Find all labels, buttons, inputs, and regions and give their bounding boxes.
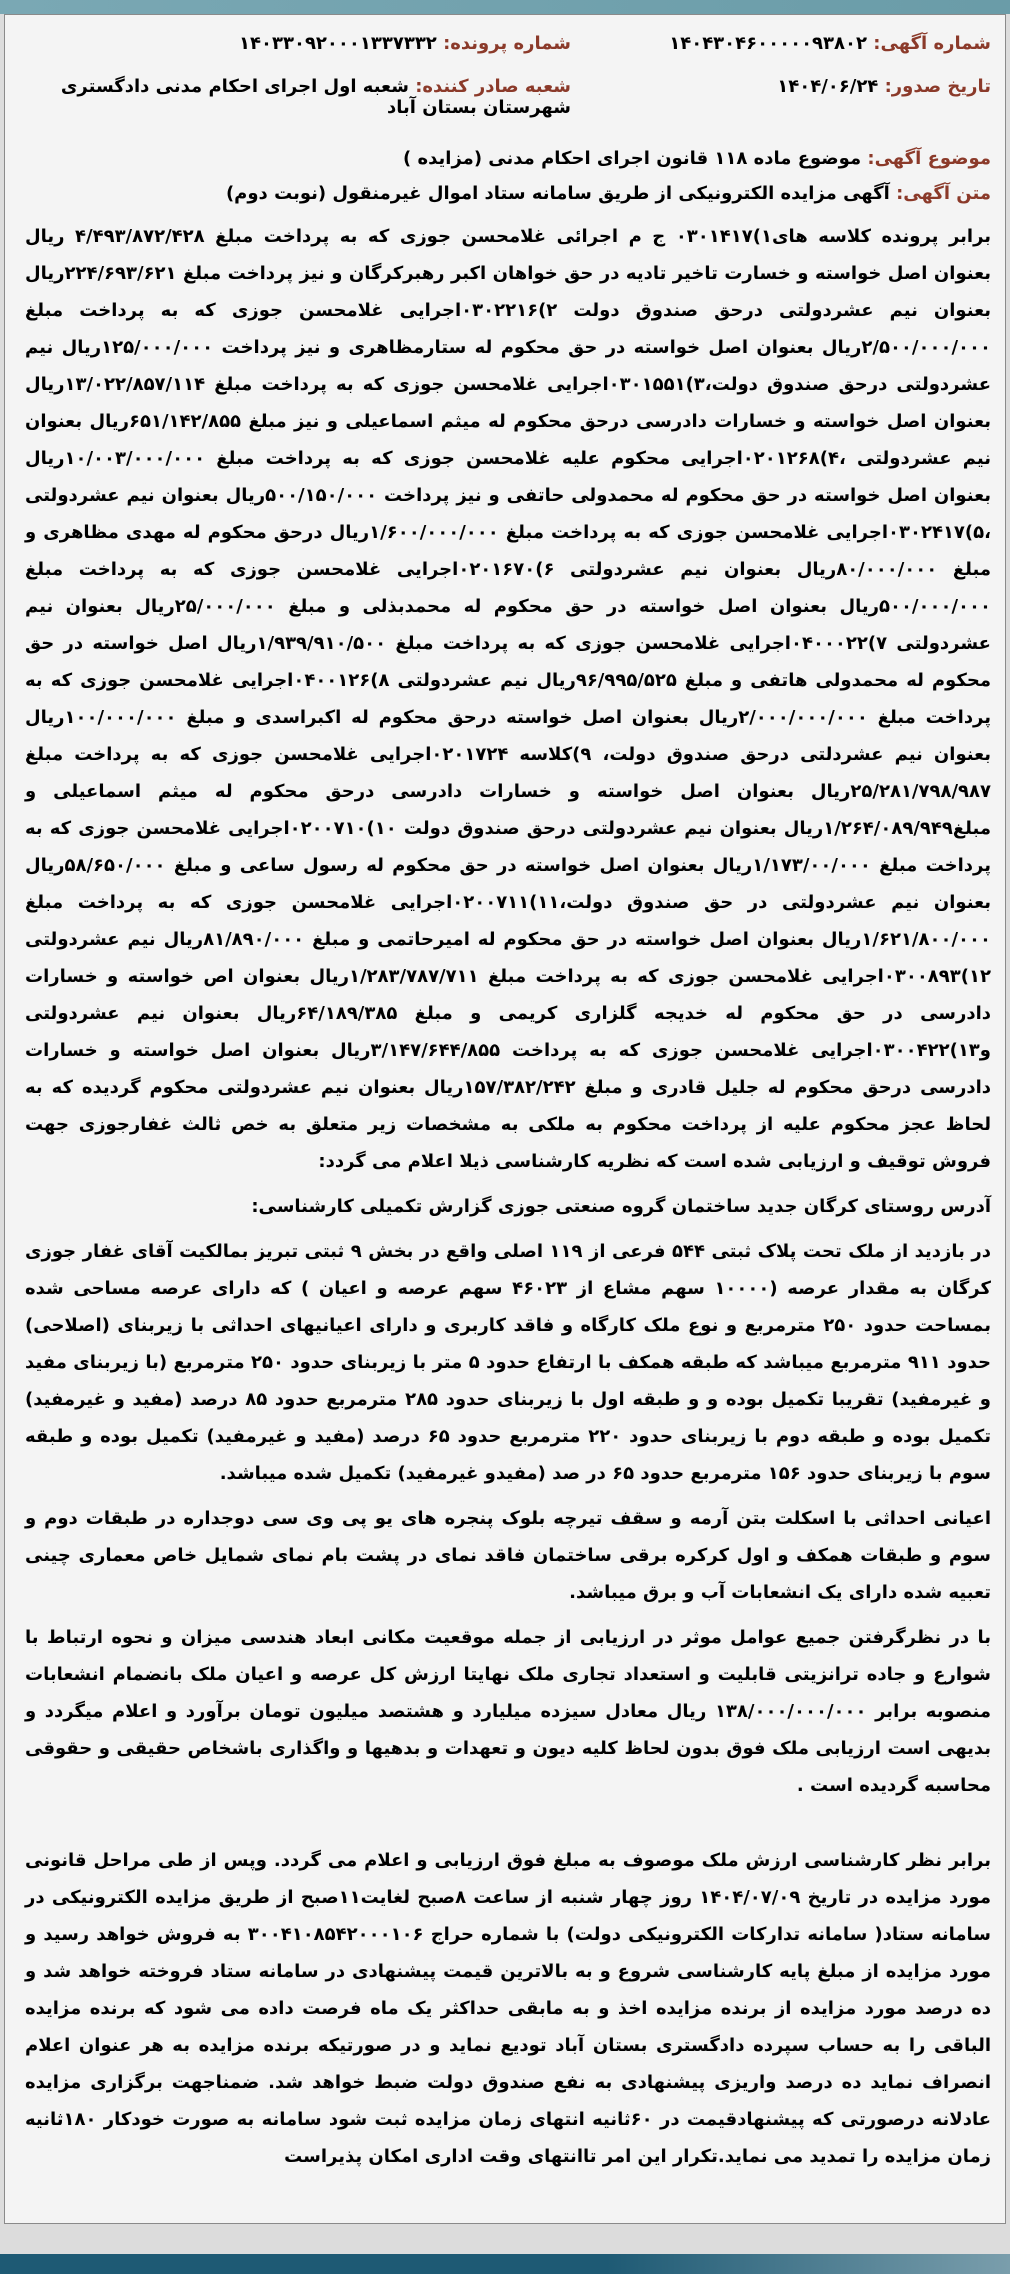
issue-date: ۱۴۰۴/۰۶/۲۴ (777, 76, 879, 97)
notice-body (25, 218, 991, 2175)
bottom-bar (0, 2254, 1010, 2274)
property-description-paragraph: در بازدید از ملک تحت پلاک ثبتی ۵۴۴ فرعی از ۱۱۹ اصلی واقع در بخش ۹ ثبتی تبریز بمالکیت آقای غفار جوزی کرگان به مقدار عرصه (۱۰۰۰۰ سهم مشاع از ۴۶۰۲۳ سهم عرصه و اعیان ) که دارای عرصه مساحی شده بمساحت حدود ۲۵۰ مترمربع و نوع ملک کارگاه و فاقد کاربری و دارای اعیانیهای احداثی با زیربنای (اصلاحی) حدود ۹۱۱ مترمربع میباشد که طبقه همکف با ارتفاع حدود ۵ متر با زیربنای حدود ۲۵۰ مترمربع (با زیربنای مفید و غیرمفید) تقریبا تکمیل بوده و و طبقه اول با زیربنای حدود ۲۸۵ مترمربع حدود ۸۵ درصد (مفید و غیرمفید) تکمیل بوده و طبقه دوم با زیربنای حدود ۲۲۰ مترمربع حدود ۶۵ درصد (مفید و غیرمفید) تکمیل بوده و طبقه سوم با زیربنای حدود ۱۵۶ مترمربع حدود ۶۵ در صد (مفیدو غیرمفید) تکمیل شده میباشد. (25, 1241, 992, 1484)
paragraph-gap (25, 1812, 991, 1842)
case-details-paragraph: برابر پرونده کلاسه های۱)۰۳۰۱۴۱۷ ج م اجرائی غلامحسن جوزی که به پرداخت مبلغ ۴/۴۹۳/۸۷۲/۴۲۸ ریال بعنوان اصل خواسته و خسارت تاخیر تادیه در حق خواهان اکبر رهبرکرگان و نیز پرداخت مبلغ ۲۲۴/۶۹۳/۶۲۱ریال بعنوان نیم عشردولتی درحق صندوق دولت ۲)۰۳۰۲۲۱۶اجرایی غلامحسن جوزی که به پرداخت مبلغ ۲/۵۰۰/۰۰۰/۰۰۰ریال بعنوان اصل خواسته در حق محکوم له ستارمظاهری و نیز پرداخت ۱۲۵/۰۰۰/۰۰۰ریال نیم عشردولتی درحق صندوق دولت،۳)۰۳۰۱۵۵۱اجرایی غلامحسن جوزی که به پرداخت مبلغ ۱۳/۰۲۲/۸۵۷/۱۱۴ریال بعنوان اصل خواسته و خسارات دادرسی درحق محکوم له میثم اسماعیلی و نیز مبلغ ۶۵۱/۱۴۲/۸۵۵ریال بعنوان نیم عشردولتی ،۴)۰۲۰۱۲۶۸اجرایی محکوم علیه غلامحسن جوزی که به پرداخت مبلغ ۱۰/۰۰۳/۰۰۰/۰۰۰ریال بعنوان اصل خواسته در حق محکوم له محمدولی حاتفی و نیز پرداخت ۵۰۰/۱۵۰/۰۰۰ریال بعنوان نیم عشردولتی ،۵)۰۳۰۲۴۱۷اجرایی غلامحسن جوزی که به پرداخت مبلغ ۱/۶۰۰/۰۰۰/۰۰۰ریال درحق محکوم له مهدی مظاهری و مبلغ ۸۰/۰۰۰/۰۰۰ریال بعنوان نیم عشردولتی ۶)۰۲۰۱۶۷۰اجرایی غلامحسن جوزی که به پرداخت مبلغ ۵۰۰/۰۰۰/۰۰۰ریال بعنوان اصل خواسته در حق محکوم له محمدبذلی و مبلغ ۲۵/۰۰۰/۰۰۰ریال بعنوان نیم عشردولتی ۷)۰۴۰۰۰۲۲اجرایی غلامحسن جوزی که به پرداخت مبلغ ۱/۹۳۹/۹۱۰/۵۰۰ریال اصل خواسته در حق محکوم له محمدولی هاتفی و مبلغ ۹۶/۹۹۵/۵۲۵ریال نیم عشردولتی ۸)۰۴۰۰۱۲۶اجرایی غلامحسن جوزی که به پرداخت مبلغ ۲/۰۰۰/۰۰۰/۰۰۰ریال بعنوان اصل خواسته درحق محکوم له اکبراسدی و مبلغ ۱۰۰/۰۰۰/۰۰۰ریال بعنوان نیم عشردلتی درحق صندوق دولت، ۹)کلاسه ۰۲۰۱۷۲۴اجرایی غلامحسن جوزی که به پرداخت مبلغ ۲۵/۲۸۱/۷۹۸/۹۸۷ریال بعنوان اصل خواسته و خسارات دادرسی درحق محکوم له میثم اسماعیلی و مبلغ۱/۲۶۴/۰۸۹/۹۴۹ریال بعنوان نیم عشردولتی درحق صندوق دولت ۱۰)۰۲۰۰۷۱۰اجرایی غلامحسن جوزی که به پرداخت مبلغ ۱/۱۷۳/۰۰/۰۰۰ریال بعنوان اصل خواسته در حق محکوم له رسول ساعی و مبلغ ۵۸/۶۵۰/۰۰۰ریال بعنوان نیم عشردولتی در حق صندوق دولت،۱۱)۰۲۰۰۷۱۱اجرایی غلامحسن جوزی که به پرداخت مبلغ ۱/۶۲۱/۸۰۰/۰۰۰ریال بعنوان اصل خواسته در حق محکوم له امیرحاتمی و مبلغ ۸۱/۸۹۰/۰۰۰ریال نیم عشردولتی ۱۲)۰۳۰۰۸۹۳اجرایی غلامحسن جوزی که به پرداخت مبلغ ۱/۲۸۳/۷۸۷/۷۱۱ریال بعنوان اص خواسته و خسارات دادرسی در حق محکوم له خدیجه گلزاری کریمی و مبلغ ۶۴/۱۸۹/۳۸۵ریال بعنوان نیم عشردولتی و۱۳)۰۳۰۰۴۲۲اجرایی غلامحسن جوزی که به پرداخت ۳/۱۴۷/۶۴۴/۸۵۵ریال بعنوان اصل خواسته و خسارات دادرسی درحق محکوم له جلیل قادری و مبلغ ۱۵۷/۳۸۲/۲۴۲ریال بعنوان نیم عشردولتی محکوم گردیده که به لحاظ عجز محکوم علیه از پرداخت محکوم به ملکی به مشخصات زیر متعلق به خص ثالث غفارجوزی جهت فروش توقیف و ارزیابی شده است که نظریه کارشناسی ذیلا اعلام می گردد: (25, 226, 992, 1172)
subject: موضوع ماده ۱۱۸ قانون اجرای احکام مدنی (مزایده ) (403, 148, 862, 169)
auction-terms-paragraph: برابر نظر کارشناسی ارزش ملک موصوف به مبلغ فوق ارزیابی و اعلام می گردد. وپس از طی مراحل قانونی مورد مزایده در تاریخ ۱۴۰۴/۰۷/۰۹ روز چهار شنبه از ساعت ۸صبح لغایت۱۱صبح از طریق مزایده الکترونیکی در سامانه ستاد( سامانه تدارکات الکترونیکی دولت) با شماره حراج ۳۰۰۴۱۰۸۵۴۲۰۰۰۱۰۶ به فروش خواهد رسید و مورد مزایده از مبلغ پایه کارشناسی شروع و به بالاترین قیمت پیشنهادی در سامانه ستاد فروخته خواهد شد و ده درصد مورد مزایده از برنده مزایده اخذ و به مابقی حداکثر یک ماه فرصت داده می شود که برنده مزایده الباقی را به حساب سپرده دادگستری بستان آباد تودیع نماید و در صورتیکه برنده مزایده به هر عنوان اعلام انصراف نماید ده درصد واریزی پیشنهادی به نفع صندوق دولت ضبط خواهد شد. ضمناجهت برگزاری مزایده عادلانه درصورتی که پیشنهادقیمت در ۶۰ثانیه انتهای زمان مزایده ثبت شود سامانه به صورت خودکار ۱۸۰ثانیه زمان مزایده را تمدید می نماید.تکرار این امر تاانتهای وقت اداری امکان پذیراست (25, 1850, 992, 2167)
valuation-paragraph: با در نظرگرفتن جمیع عوامل موثر در ارزیابی از جمله موقعیت مکانی ابعاد هندسی میزان و نحوه ارتباط با شوارع و جاده ترانزیتی قابلیت و استعداد تجاری ملک نهایتا ارزش کل عرصه و اعیان ملک بانضمام انشعابات منصوبه برابر ۱۳۸/۰۰۰/۰۰۰/۰۰۰ ریال معادل سیزده میلیارد و هشتصد میلیون تومان برآورد و اعلام میگردد و بدیهی است ارزیابی ملک فوق بدون لحاظ کلیه دیون و تعهدات و بدهیها و واگذاری باشخاص حقیقی و حقوقی محاسبه گردیده است . (25, 1627, 991, 1796)
notice-number-field (571, 33, 991, 54)
construction-paragraph: اعیانی احداثی با اسکلت بتن آرمه و سقف تیرچه بلوک پنجره های یو پی وی سی دوجداره در طبقات دوم و سوم و طبقات همکف و اول کرکره برقی ساختمان فاقد نمای در پشت بام نمای شمایل خاص معماری چینی تعبیه شده دارای یک انشعابات آب و برق میباشد. (25, 1508, 991, 1603)
top-bar (0, 0, 1010, 14)
notice-title-field (25, 183, 991, 204)
header-row-1 (25, 33, 991, 54)
issue-date-label: تاریخ صدور: (884, 76, 991, 97)
header-row-2 (25, 76, 991, 118)
notice-number: ۱۴۰۴۳۰۴۶۰۰۰۰۰۹۳۸۰۲ (669, 33, 867, 54)
subject-field (25, 148, 991, 169)
subject-label: موضوع آگهی: (867, 148, 991, 169)
address-paragraph: آدرس روستای کرگان جدید ساختمان گروه صنعتی جوزی گزارش تکمیلی کارشناسی: (251, 1196, 991, 1217)
notice-text-label: متن آگهی: (896, 183, 991, 204)
notice-number-label: شماره آگهی: (873, 33, 991, 54)
issuer: شعبه اول اجرای احکام مدنی دادگستری شهرستان بستان آباد (60, 76, 571, 118)
issuer-label: شعبه صادر کننده: (415, 76, 571, 97)
notice-title: آگهی مزایده الکترونیکی از طریق سامانه ستاد اموال غیرمنقول (نوبت دوم) (225, 183, 890, 204)
issue-date-field (571, 76, 991, 118)
case-number-field (25, 33, 571, 54)
bottom-gap (0, 2224, 1010, 2254)
case-number: ۱۴۰۳۳۰۹۲۰۰۰۱۳۳۷۳۳۲ (239, 33, 437, 54)
issuer-field (25, 76, 571, 118)
notice-panel (4, 14, 1006, 2224)
case-number-label: شماره پرونده: (443, 33, 571, 54)
